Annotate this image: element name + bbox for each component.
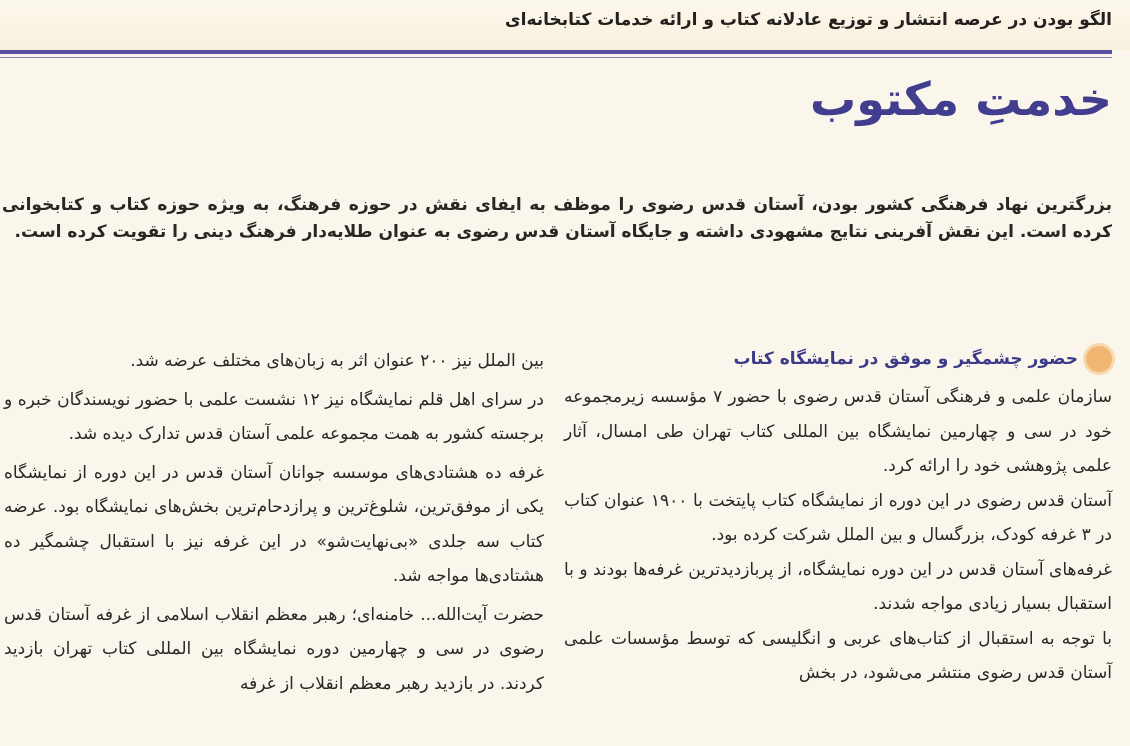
paragraph: حضرت آیت‌الله... خامنه‌ای؛ رهبر معظم انقلاب اسلامی از غرفه آستان قدس رضوی در سی و چهارمین دوره نمایشگاه بین المللی کتاب تهران بازدید کردند. در بازدید رهبر معظم انقلاب از غرفه (4, 604, 544, 694)
paragraph: آستان قدس رضوی در این دوره از نمایشگاه کتاب پایتخت با ۱۹۰۰ عنوان کتاب در ۳ غرفه کودک، بزرگسال و بین الملل شرکت کرده بود. (564, 490, 1112, 545)
left-column (4, 340, 544, 701)
header-caption: الگو بودن در عرصه انتشار و توزیع عادلانه کتاب و ارائه خدمات کتابخانه‌ای (505, 10, 1112, 30)
page-bottom-fade (0, 738, 1130, 746)
bullet-icon (1086, 346, 1112, 372)
paragraph: سازمان علمی و فرهنگی آستان قدس رضوی با حضور ۷ مؤسسه زیرمجموعه خود در سی و چهارمین نمایشگاه بین المللی کتاب تهران طی امسال، آثار علمی پژوهشی خود را ارائه کرد. (564, 387, 1112, 476)
section-heading (564, 340, 1112, 378)
paragraph: غرفه ده هشتادی‌های موسسه جوانان آستان قدس در این دوره از نمایشگاه یکی از موفق‌ترین، شلوغ‌ترین و پرازدحام‌ترین بخش‌های نمایشگاه بود. عرضه کتاب سه جلدی «بی‌نهایت‌شو» در این غرفه نیز با استقبال چشمگیر ده هشتادی‌ها مواجه شد. (4, 462, 544, 586)
article-title: خدمتِ مکتوب (810, 72, 1112, 126)
intro-paragraph: بزرگترین نهاد فرهنگی کشور بودن، آستان قدس رضوی را موظف به ایفای نقش در حوزه فرهنگ، به ویژه حوزه کتاب و کتابخوانی کرده است. این نقش آفرینی نتایج مشهودی داشته و جایگاه آستان قدس رضوی به عنوان طلایه‌دار فرهنگ دینی را تقویت کرده است. (2, 195, 1112, 242)
header-rule-thin (0, 57, 1112, 58)
paragraph: در سرای اهل قلم نمایشگاه نیز ۱۲ نشست علمی با حضور نویسندگان خبره و برجسته کشور به همت مجموعه علمی آستان قدس تدارک دیده شد. (4, 389, 544, 444)
section-heading-text: حضور چشمگیر و موفق در نمایشگاه کتاب (733, 349, 1078, 369)
paragraph: بین الملل نیز ۲۰۰ عنوان اثر به زبان‌های مختلف عرضه شد. (130, 351, 544, 371)
paragraph: با توجه به استقبال از کتاب‌های عربی و انگلیسی که توسط مؤسسات علمی آستان قدس رضوی منتشر می‌شود، در بخش (564, 628, 1112, 683)
paragraph: غرفه‌های آستان قدس در این دوره نمایشگاه، از پربازدیدترین غرفه‌ها بودند و با استقبال بسیار زیادی مواجه شدند. (564, 559, 1112, 614)
header-rule (0, 50, 1112, 54)
right-column (564, 340, 1112, 691)
